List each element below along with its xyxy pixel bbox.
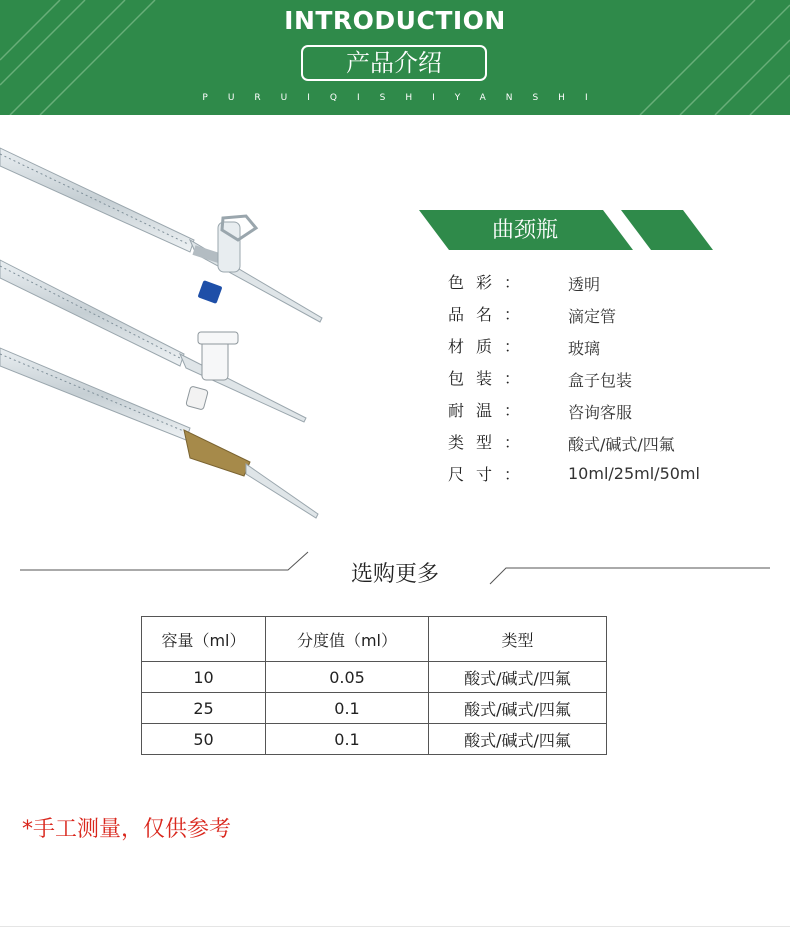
table-row <box>142 724 607 755</box>
table-cell: 酸式/碱式/四氟 <box>429 662 607 693</box>
spec-colon: ： <box>504 337 521 356</box>
spec-list <box>448 270 768 494</box>
spec-colon: ： <box>504 401 521 420</box>
spec-colon: ： <box>504 369 521 388</box>
spec-row-size <box>448 462 768 494</box>
spec-key: 尺寸 <box>448 465 505 484</box>
divider-right-line <box>488 566 772 588</box>
spec-value: 10ml/25ml/50ml <box>568 464 700 483</box>
spec-value: 咨询客服 <box>568 403 633 422</box>
spec-key: 品名 <box>448 305 505 324</box>
table-cell: 0.1 <box>266 693 429 724</box>
spec-value: 透明 <box>568 275 601 294</box>
table-cell: 0.1 <box>266 724 429 755</box>
spec-key: 耐温 <box>448 401 505 420</box>
banner-pinyin: PURUIQISHIYANSHI <box>202 93 608 103</box>
measurement-note: *手工测量，仅供参考 <box>22 817 232 842</box>
capacity-table <box>141 616 607 755</box>
spec-key: 色彩 <box>448 273 505 292</box>
table-cell: 酸式/碱式/四氟 <box>429 693 607 724</box>
table-cell: 50 <box>142 724 266 755</box>
spec-colon: ： <box>504 273 521 292</box>
table-cell: 10 <box>142 662 266 693</box>
table-header-capacity: 容量（ml） <box>142 617 266 662</box>
spec-row-type <box>448 430 768 462</box>
more-section-title: 选购更多 <box>350 562 439 587</box>
banner-title: INTRODUCTION <box>284 6 506 35</box>
banner-subtitle: 产品介绍 <box>301 45 487 81</box>
bottom-divider <box>0 926 790 927</box>
product-image-burettes <box>0 140 400 530</box>
spec-key: 包装 <box>448 369 505 388</box>
spec-colon: ： <box>504 433 521 452</box>
spec-row-packaging <box>448 366 768 398</box>
spec-row-name <box>448 302 768 334</box>
table-header-row <box>142 617 607 662</box>
table-cell: 25 <box>142 693 266 724</box>
spec-colon: ： <box>504 305 521 324</box>
table-header-division: 分度值（ml） <box>266 617 429 662</box>
table-row <box>142 662 607 693</box>
table-cell: 0.05 <box>266 662 429 693</box>
spec-colon: ： <box>504 465 521 484</box>
spec-heading: 曲颈瓶 <box>491 218 558 243</box>
spec-row-temperature <box>448 398 768 430</box>
spec-key: 类型 <box>448 433 505 452</box>
table-header-type: 类型 <box>429 617 607 662</box>
table-row <box>142 693 607 724</box>
spec-value: 滴定管 <box>568 307 617 326</box>
spec-value: 酸式/碱式/四氟 <box>568 435 675 454</box>
spec-value: 盒子包装 <box>568 371 633 390</box>
intro-banner <box>0 0 790 115</box>
spec-key: 材质 <box>448 337 505 356</box>
table-cell: 酸式/碱式/四氟 <box>429 724 607 755</box>
spec-row-color <box>448 270 768 302</box>
spec-row-material <box>448 334 768 366</box>
spec-value: 玻璃 <box>568 339 601 358</box>
burette-ptfe-tube <box>0 348 318 518</box>
